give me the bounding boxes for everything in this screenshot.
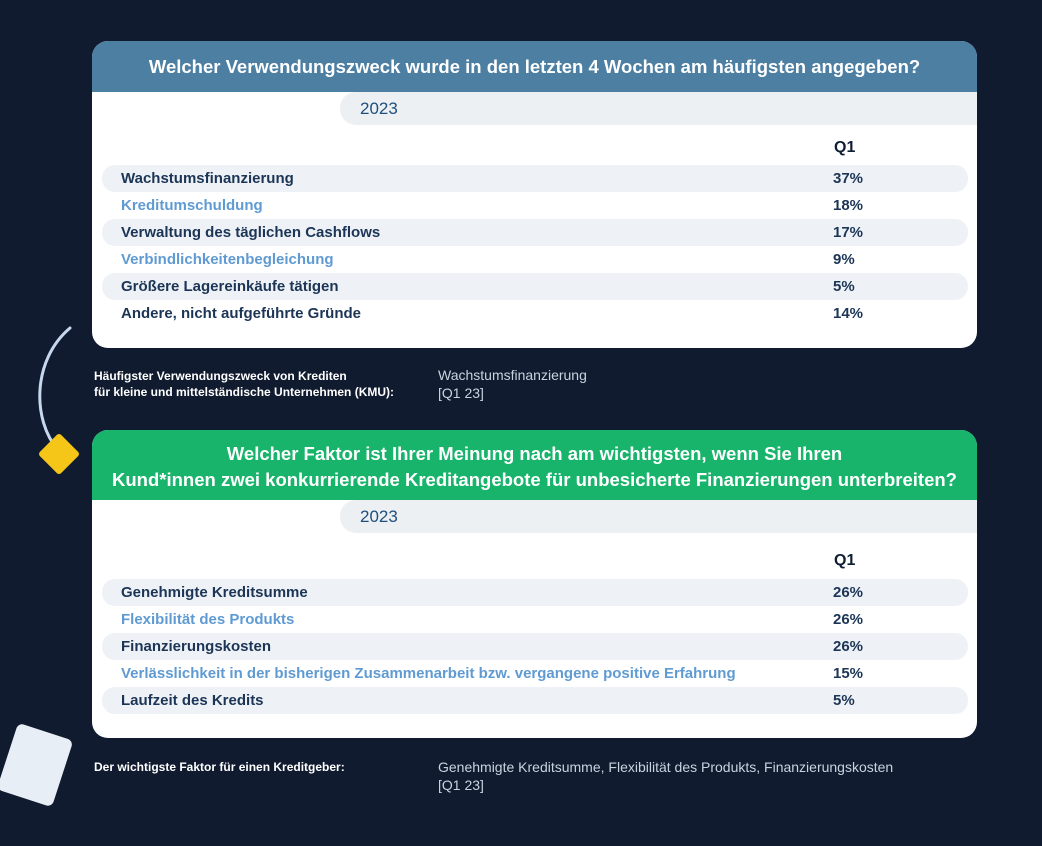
row-label: Finanzierungskosten: [121, 638, 272, 655]
table-row: [102, 660, 968, 687]
row-label: Andere, nicht aufgeführte Gründe: [121, 305, 362, 322]
row-value: 17%: [833, 224, 864, 241]
factor-summary-label: Der wichtigste Faktor für einen Kreditgeber:: [94, 760, 345, 774]
purpose-summary-label-line1: Häufigster Verwendungszweck von Krediten: [94, 369, 347, 383]
row-label: Verbindlichkeitenbegleichung: [121, 251, 334, 268]
table-row: [102, 192, 968, 219]
table-row: [102, 300, 968, 327]
row-label: Laufzeit des Kredits: [121, 692, 264, 709]
row-value: 26%: [833, 584, 864, 601]
table-row: [102, 219, 968, 246]
row-value: 15%: [833, 665, 864, 682]
factor-card-title-line1: Welcher Faktor ist Ihrer Meinung nach am wichtigsten, wenn Sie Ihren: [226, 443, 843, 464]
table-row: [102, 246, 968, 273]
table-row: [102, 633, 968, 660]
row-value: 26%: [833, 638, 864, 655]
row-value: 9%: [833, 251, 855, 268]
year-label: 2023: [360, 99, 398, 118]
row-value: 26%: [833, 611, 864, 628]
factor-summary-value-line1: Genehmigte Kreditsumme, Flexibilität des Produkts, Finanzierungskosten: [438, 759, 894, 775]
purpose-summary-value-line1: Wachstumsfinanzierung: [438, 367, 587, 383]
row-label: Wachstumsfinanzierung: [121, 170, 294, 187]
factor-table: [102, 579, 968, 714]
table-row: [102, 687, 968, 714]
factor-card-title-line2: Kund*innen zwei konkurrierende Kreditangebote für unbesicherte Finanzierungen unterbreiten?: [112, 469, 957, 490]
table-row: [102, 579, 968, 606]
year-bar: [340, 500, 977, 533]
year-bar: [340, 92, 977, 125]
factor-card: [92, 430, 977, 738]
row-label: Verwaltung des täglichen Cashflows: [121, 224, 381, 241]
purpose-summary-label: [94, 368, 394, 400]
purpose-table: [102, 165, 968, 327]
decorative-square: [0, 723, 73, 807]
factor-summary-value: [438, 758, 893, 794]
table-row: [102, 606, 968, 633]
row-label: Verlässlichkeit in der bisherigen Zusammenarbeit bzw. vergangene positive Erfahrung: [121, 665, 736, 682]
column-header-q1: Q1: [834, 552, 856, 569]
column-header-q1: Q1: [834, 139, 856, 156]
year-label: 2023: [360, 507, 398, 526]
purpose-summary-label-line2: für kleine und mittelständische Unternehmen (KMU):: [94, 385, 395, 399]
row-value: 18%: [833, 197, 864, 214]
row-value: 14%: [833, 305, 864, 322]
factor-card-title: [92, 430, 977, 500]
purpose-summary-value-line2: [Q1 23]: [438, 385, 484, 401]
purpose-summary-value: [438, 366, 587, 402]
purpose-card: [92, 41, 977, 348]
row-label: Flexibilität des Produkts: [121, 611, 295, 628]
row-value: 5%: [833, 692, 855, 709]
purpose-card-title: Welcher Verwendungszweck wurde in den letzten 4 Wochen am häufigsten angegeben?: [92, 41, 977, 92]
row-label: Größere Lagereinkäufe tätigen: [121, 278, 339, 295]
row-label: Kreditumschuldung: [121, 197, 263, 214]
table-row: [102, 165, 968, 192]
table-row: [102, 273, 968, 300]
factor-summary-value-line2: [Q1 23]: [438, 777, 484, 793]
row-label: Genehmigte Kreditsumme: [121, 584, 308, 601]
row-value: 37%: [833, 170, 864, 187]
row-value: 5%: [833, 278, 855, 295]
